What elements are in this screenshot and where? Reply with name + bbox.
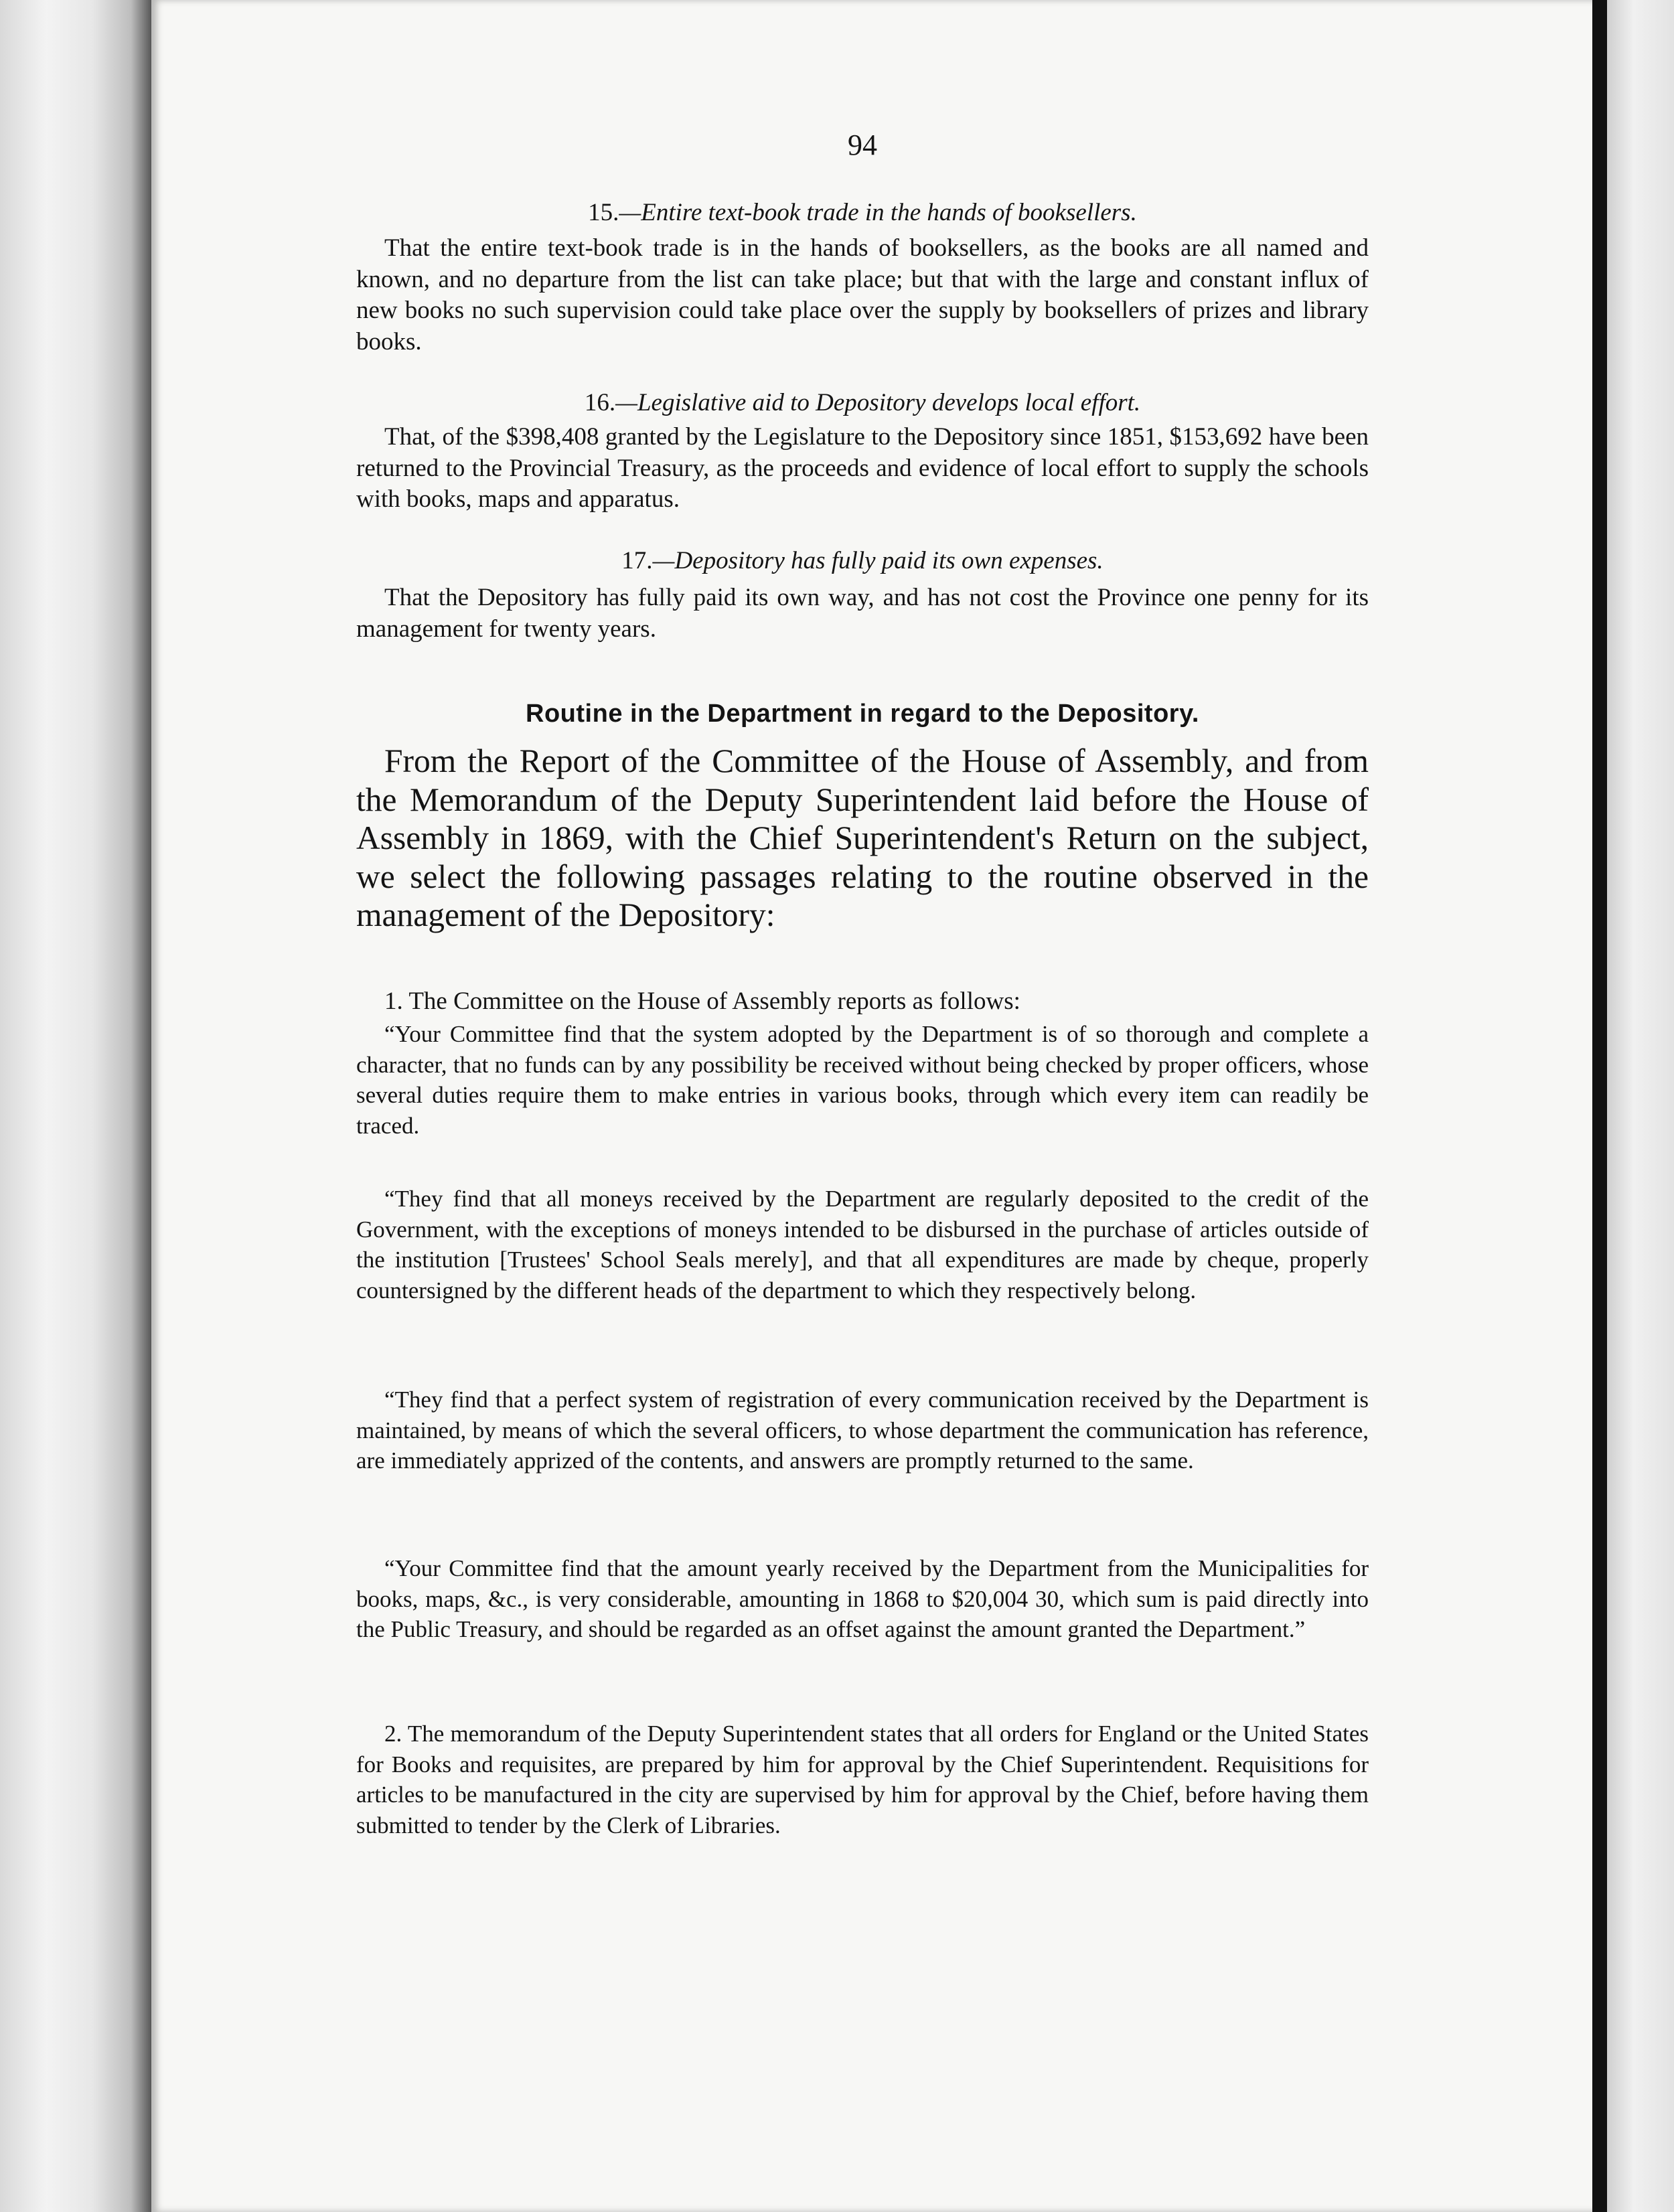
dark-border-right bbox=[1592, 0, 1607, 2212]
routine-heading: Routine in the Department in regard to the Depository. bbox=[526, 700, 1199, 728]
facing-page-edge bbox=[1607, 0, 1674, 2212]
section-15-number: 15. bbox=[588, 199, 619, 226]
quote-1: “Your Committee find that the system adopted by the Department is of so thorough and complete a character, that no funds can by any possibility be received without being checked by proper officers, whose several duties require them to make entries in various books, through which every item can readily be traced. bbox=[356, 1021, 1369, 1139]
section-17-number: 17. bbox=[621, 547, 653, 574]
quote-2: “They find that all moneys received by the Department are regularly deposited to the credit of the Government, with the exceptions of moneys intended to be disbursed in the purchase of articles outside of the institution [Trustees' School Seals merely], and that all expenditures are made by cheque, properly countersigned by the different heads of the department to which they respectively belong. bbox=[356, 1186, 1369, 1304]
quote-4: “Your Committee find that the amount yearly received by the Department from the Municipalities for books, maps, &c., is very considerable, amounting in 1868 to $20,004 30, which sum is paid directly into the Public Treasury, and should be regarded as an offset against the amount granted the Department.” bbox=[356, 1555, 1369, 1642]
section-16-title: —Legislative aid to Depository develops local effort. bbox=[615, 389, 1141, 416]
item-2: 2. The memorandum of the Deputy Superintendent states that all orders for England or the United States for Books and requisites, are prepared by him for approval by the Chief Superintendent. Requisitions for articles to be manufactured in the city are supervised by him for approval by the Chief, before having them submitted to tender by the Clerk of Libraries. bbox=[356, 1721, 1369, 1838]
section-17-title: —Depository has fully paid its own expenses. bbox=[652, 547, 1104, 574]
lead-paragraph: From the Report of the Committee of the House of Assembly, and from the Memorandum of the Deputy Superintendent laid before the House of Assembly in 1869, with the Chief Superintendent's Return on the subject, we select the following passages relating to the routine observed in the management of the Depository: bbox=[356, 742, 1369, 933]
item-1: 1. The Committee on the House of Assembly reports as follows: bbox=[384, 988, 1020, 1015]
page-number: 94 bbox=[848, 129, 877, 161]
section-16-body: That, of the $398,408 granted by the Legislature to the Depository since 1851, $153,692 have been returned to the Provincial Treasury, as the proceeds and evidence of local effort to supply the schools with books, maps and apparatus. bbox=[356, 423, 1369, 513]
section-15-heading bbox=[356, 198, 1369, 228]
section-15-body: That the entire text-book trade is in the hands of booksellers, as the books are all named and known, and no departure from the list can take place; but that with the large and constant influx of new books no such supervision could take place over the supply by booksellers of prizes and library books. bbox=[356, 234, 1369, 356]
section-17-heading bbox=[356, 546, 1369, 576]
book-gutter-left bbox=[0, 0, 154, 2212]
section-17-body: That the Depository has fully paid its own way, and has not cost the Province one penny for its management for twenty years. bbox=[356, 584, 1369, 643]
section-15-title: —Entire text-book trade in the hands of booksellers. bbox=[619, 199, 1137, 226]
quote-3: “They find that a perfect system of registration of every communication received by the Department is maintained, by means of which the several officers, to whose department the communication has reference, are immediately apprized of the contents, and answers are promptly returned to the same. bbox=[356, 1387, 1369, 1474]
section-16-heading bbox=[356, 388, 1369, 418]
section-16-number: 16. bbox=[584, 389, 616, 416]
